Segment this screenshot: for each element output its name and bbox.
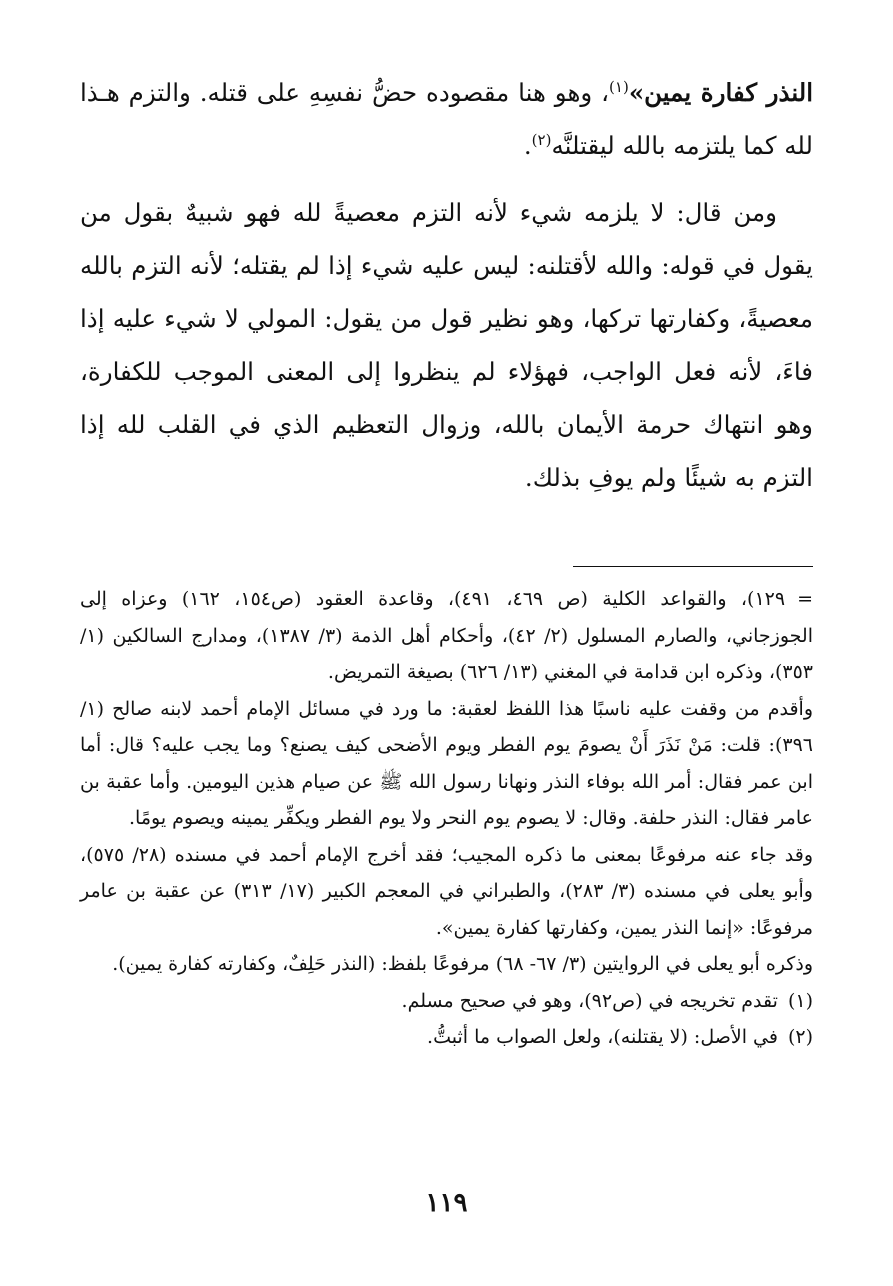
footnote-continued-text: ١٢٩)، والقواعد الكلية (ص ٤٦٩، ٤٩١)، وقاعدة العقود (ص١٥٤، ١٦٢) وعزاه إلى الجوزجاني، والصارم المسلول (٢/ ٤٢)، وأحكام أهل الذمة (٣/ ١٣٨٧)، ومدارج السالكين (١/ ٣٥٣)، وذكره ابن قدامة في المغني (١٣/ ٦٢٦) بصيغة التمريض. xyxy=(80,588,813,683)
footnote-1 xyxy=(80,983,813,1020)
footnote-continued xyxy=(80,581,813,691)
paragraph-1-text: ، وهو هنا مقصوده حضُّ نفسِهِ على قتله. والتزم هـذا لله كما يلتزمه بالله ليقتلنَّه xyxy=(80,78,813,160)
footnote-1-text: تقدم تخريجه في (ص٩٢)، وهو في صحيح مسلم. xyxy=(401,989,778,1012)
footnotes xyxy=(80,581,813,1056)
main-text xyxy=(80,66,813,504)
footnote-paragraph-2: وأقدم من وقفت عليه ناسبًا هذا اللفظ لعقبة: ما ورد في مسائل الإمام أحمد لابنه صالح (١/ ٣٩٦): قلت: مَنْ نَذَرَ أَنْ يصومَ يوم الفطر ويوم الأضحى كيف يصنع؟ وما يجب عليه؟ قال: أما ابن عمر فقال: أمر الله بوفاء النذر ونهانا رسول الله ﷺ عن صيام هذين اليومين. وأما عقبة بن عامر فقال: النذر حلفة. وقال: لا يصوم يوم النحر ولا يوم الفطر ويكفِّر يمينه ويصوم يومًا. xyxy=(80,697,813,829)
paragraph-1-end: . xyxy=(523,131,532,160)
continuation-mark: = xyxy=(797,588,813,610)
paragraph-2: ومن قال: لا يلزمه شيء لأنه التزم معصيةً لله فهو شبيهٌ بقول من يقول في قوله: والله لأقتلنه: ليس عليه شيء إذا لم يقتله؛ لأنه التزم بالله معصيةً، وكفارتها تركها، وهو نظير قول من يقول: المولي لا شيء عليه إذا فاءَ، لأنه فعل الواجب، فهؤلاء لم ينظروا إلى المعنى الموجب للكفارة، وهو انتهاك حرمة الأيمان بالله، وزوال التعظيم الذي في القلب لله إذا التزم به شيئًا ولم يوفِ بذلك. xyxy=(80,198,813,492)
footnote-2 xyxy=(80,1019,813,1056)
footnote-ref-2[interactable]: (٢) xyxy=(531,130,552,149)
footnote-2-text: في الأصل: (لا يقتلنه)، ولعل الصواب ما أثبتُّ. xyxy=(427,1026,778,1048)
footnote-separator xyxy=(573,566,813,567)
footnote-2-number: (٢) xyxy=(787,1026,813,1048)
paragraph-1 xyxy=(80,66,813,172)
page-body xyxy=(80,66,813,1286)
footnote-ref-1[interactable]: (١) xyxy=(609,77,629,96)
page-number: ١١٩ xyxy=(425,1188,468,1218)
footnote-paragraph-4: وذكره أبو يعلى في الروايتين (٣/ ٦٧- ٦٨) مرفوعًا بلفظ: (النذر حَلِفٌ، وكفارته كفارة يمين). xyxy=(112,953,813,975)
footnote-paragraph-3: وقد جاء عنه مرفوعًا بمعنى ما ذكره المجيب؛ فقد أخرج الإمام أحمد في مسنده (٢٨/ ٥٧٥)، وأبو يعلى في مسنده (٣/ ٢٨٣)، والطبراني في المعجم الكبير (١٧/ ٣١٣) عن عقبة بن عامر مرفوعًا: «إنما النذر يمين، وكفارتها كفارة يمين». xyxy=(80,843,813,939)
hadith-quote-end: النذر كفارة يمين» xyxy=(628,78,813,107)
footnote-1-number: (١) xyxy=(787,989,813,1012)
